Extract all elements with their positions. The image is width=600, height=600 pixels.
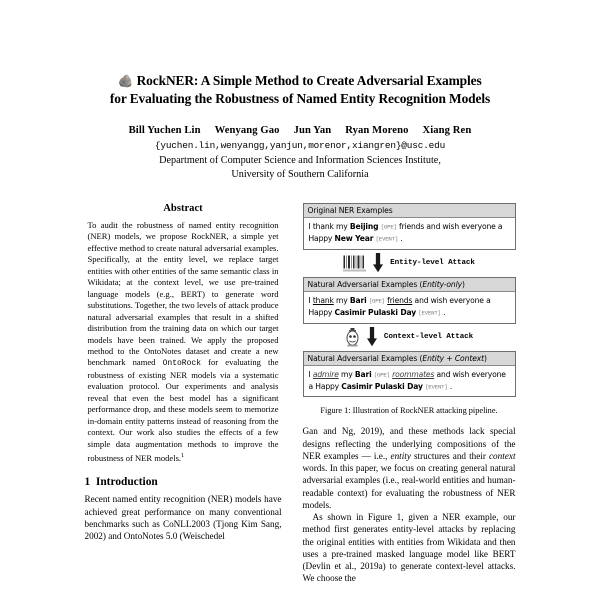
b2-mid2: and wish everyone a Happy [308, 296, 491, 317]
author-0: Bill Yuchen Lin [128, 125, 201, 136]
b3-context-new-1: admire [312, 369, 339, 379]
b3-mid2: and wish everyone a Happy [308, 369, 506, 391]
down-arrow-icon-2 [367, 327, 377, 347]
b3-hdr-end: ) [484, 353, 487, 363]
abstract-text-part2: for evaluating the robustness of existing NER models via a systematic evaluation protocol. Our experiments and analysis reveal that even the best model has a significant performance drop, and these models seem to memorize in-domain entity patterns instead of reasoning from the context. Our work also studies the effects of a few simple data augmentation methods to improve the robustness of NER models. [87, 357, 279, 463]
b1-post: . [398, 234, 403, 244]
b3-tag-2: [EVENT] [425, 383, 448, 391]
rp1-em2: context [488, 450, 516, 461]
author-list [76, 125, 524, 136]
affiliation-line2: University of Southern California [231, 168, 369, 180]
figure-box3-header [304, 352, 515, 366]
b3-context-new-2: roommates [392, 369, 435, 379]
b2-context-old-1: thank [312, 296, 334, 306]
b3-hdr-main: Natural Adversarial Examples ( [307, 353, 423, 363]
b2-post: . [440, 307, 446, 317]
b2-pre2: my [333, 296, 350, 306]
b1-tag-2: [EVENT] [375, 235, 399, 243]
right-paragraph-1 [303, 425, 516, 511]
benchmark-name: OntoRock [162, 359, 201, 369]
b2-hdr-main: Natural Adversarial Examples ( [307, 279, 423, 289]
b3-pre2: my [338, 369, 355, 379]
rock-emoji-icon: 🪨 [118, 74, 134, 88]
introduction-heading-number: 1 [84, 476, 91, 489]
b1-entity-1: Beijing [349, 222, 379, 232]
figure-box3-sentence [304, 366, 515, 396]
author-3: Ryan Moreno [345, 125, 409, 136]
b2-hdr-em: Entity-only [422, 279, 462, 289]
b3-hdr-em2: Context [454, 353, 485, 363]
wikidata-barcode-icon [343, 255, 366, 272]
author-4: Xiang Ren [422, 125, 472, 136]
paper-title-line2: for Evaluating the Robustness of Named Entity Recognition Models [109, 91, 491, 106]
context-level-attack-label: Context-level Attack [383, 333, 474, 342]
introduction-paragraph-1 [85, 493, 282, 542]
figure-1 [303, 203, 516, 416]
right-paragraph-2: As shown in Figure 1, given a NER example, our method first generates entity-level attacks by replacing the original entities with entities from Wikidata and then uses a pre-trained masked language model like BERT (Devlin et al., 2019a) to generate context-level attacks. We choose the [302, 512, 516, 584]
b3-entity-2: Casimir Pulaski Day [341, 381, 423, 391]
footnote-marker: 1 [181, 452, 185, 460]
paper-title-line1: RockNER: A Simple Method to Create Adversarial Examples [136, 73, 482, 88]
introduction-heading-label: Introduction [95, 476, 158, 489]
figure-box2-header [304, 278, 515, 292]
rp1-c: words. In this paper, we focus on creating general natural adversarial examples (i.e., real-world entities and human-readable context) for evaluating the robustness of NER models. [302, 463, 516, 510]
intro-p1-text: Recent named entity recognition (NER) models have achieved great performance on many conventional benchmarks such as CoNLL2003 (Tjong Kim Sang, 2002) and OntoNotes 5.0 (Weischedel [84, 494, 282, 542]
b3-post: . [447, 381, 453, 391]
figure-box2-sentence [304, 292, 515, 322]
figure-box1-sentence [304, 218, 515, 248]
entity-level-attack-label: Entity-level Attack [390, 259, 475, 268]
abstract-heading: Abstract [163, 203, 203, 214]
rp1-b: structures and their [410, 450, 489, 461]
author-1: Wenyang Gao [214, 125, 280, 136]
b1-entity-2: New Year [334, 234, 374, 244]
b2-context-old-2: friends [387, 296, 413, 306]
affiliation-line1: Department of Computer Science and Information Sciences Institute, [159, 155, 441, 166]
b2-pre: I [308, 296, 313, 306]
body-columns [0, 203, 600, 585]
figure-box-entity-only [303, 277, 516, 324]
right-column [303, 203, 516, 585]
abstract-text-part1: To audit the robustness of named entity recognition (NER) models, we propose RockNER, a simple yet effective method to create natural adversarial examples. Specifically, at the entity level, we replace target entities with other entities of the same semantic class in Wikidata; at the context level, we use pre-trained language models (e.g., BERT) to generate word substitutions. Together, the two levels of attack produce natural adversarial examples that result in a shifted distribution from the training data on which our target models have been trained. We apply the proposed method to the OntoNotes dataset and create a new benchmark named [87, 220, 279, 368]
b2-tag-1: [GPE] [368, 297, 385, 305]
figure-arrow-entity-level [303, 251, 516, 276]
title-block [0, 0, 600, 181]
figure-box-entity-context [303, 351, 516, 398]
figure-box-original [303, 203, 516, 250]
figure-arrow-context-level [303, 325, 516, 350]
abstract-body [85, 220, 282, 464]
b1-pre: I thank my [308, 222, 350, 232]
b3-hdr-em1: Entity [422, 353, 444, 363]
introduction-heading [85, 476, 282, 488]
rp1-em1: entity [390, 450, 411, 461]
b2-tag-2: [EVENT] [418, 309, 441, 317]
b3-pre: I [308, 369, 313, 379]
author-2: Jun Yan [293, 125, 332, 136]
figure-caption: Figure 1: Illustration of RockNER attacking pipeline. [320, 406, 498, 416]
affiliation [76, 154, 524, 181]
page-title [76, 72, 524, 108]
author-emails: {yuchen.lin,wenyangg,yanjun,morenor,xiangren}@usc.edu [154, 140, 446, 151]
left-column [85, 203, 282, 585]
figure-box1-header: Original NER Examples [304, 204, 515, 218]
b1-tag-1: [GPE] [380, 223, 397, 231]
b2-entity-1: Bari [349, 296, 367, 306]
b3-hdr-plus: + [443, 353, 455, 363]
b3-tag-1: [GPE] [373, 371, 390, 379]
rp1-a: Gan and Ng, 2019), and these methods lack special designs reflecting the underlying compositions of the NER examples — i.e., [302, 426, 516, 461]
b2-entity-2: Casimir Pulaski Day [334, 307, 417, 317]
b1-mid: friends and wish everyone a Happy [308, 222, 503, 244]
right-column-text [303, 425, 516, 584]
b3-entity-1: Bari [354, 369, 372, 379]
b2-hdr-end: ) [462, 279, 465, 289]
bert-character-icon [345, 328, 360, 347]
down-arrow-icon [373, 253, 383, 273]
